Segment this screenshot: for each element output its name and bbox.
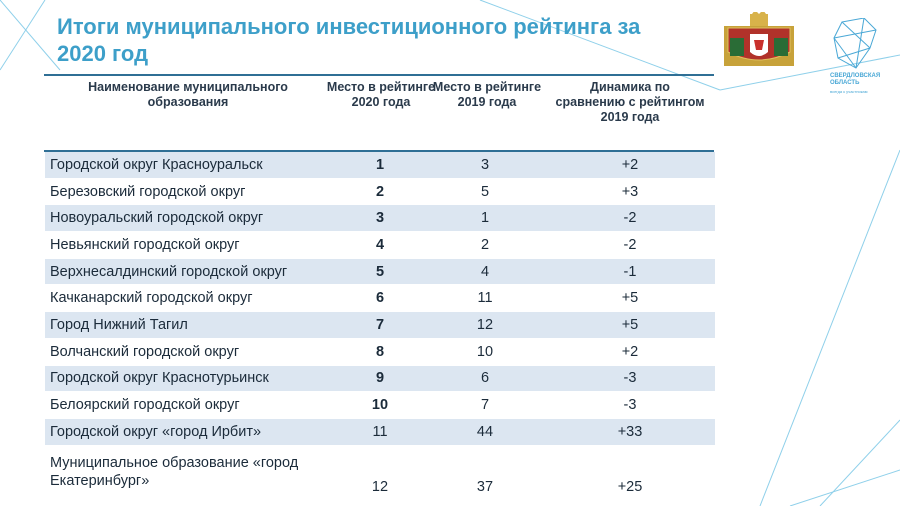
municipality-name: Городской округ Красноуральск [50,156,263,173]
rank-2019: 12 [476,316,494,333]
rank-2020: 2 [375,183,385,200]
region-slogan: всегда к участникам [830,89,868,94]
municipality-name: Невьянский городской округ [50,236,240,253]
rank-2019: 44 [476,423,494,440]
municipality-name: Березовский городской округ [50,183,246,200]
dynamics: -1 [623,263,637,280]
page-title: Итоги муниципального инвестиционного рейтинга за 2020 год [57,14,641,66]
header-rank-2019: Место в рейтинге 2019 года [432,80,542,109]
table-row [45,205,715,232]
rank-2020: 11 [372,423,388,440]
rank-2019: 10 [476,343,494,360]
rank-2019: 3 [480,156,490,173]
dynamics: -2 [623,236,637,253]
rank-2020: 10 [371,397,389,414]
table-row [45,152,715,179]
table-row [45,366,715,393]
municipality-name: Городской округ «город Ирбит» [50,423,262,440]
municipality-name: Верхнесалдинский городской округ [50,263,288,280]
table-row [45,179,715,206]
table-row [45,392,715,419]
dynamics: +33 [617,423,643,440]
rank-2020: 3 [375,210,385,227]
table-row [45,312,715,339]
coat-of-arms-logo [720,12,798,68]
rank-2020: 4 [375,236,385,253]
rank-2020: 1 [375,156,385,173]
rank-2019: 4 [480,263,490,280]
table-row [45,446,715,499]
municipality-name: Качканарский городской округ [50,290,253,307]
rank-2019: 1 [480,210,490,227]
header-name: Наименование муниципального образования [88,80,288,109]
rank-2020: 12 [371,478,389,495]
municipality-name: Белоярский городской округ [50,397,240,414]
rank-2020: 5 [375,263,385,280]
dynamics: +2 [621,343,639,360]
rank-2019: 5 [480,183,490,200]
municipality-name: Городской округ Краснотурьинск [50,370,269,387]
dynamics: +5 [621,316,639,333]
dynamics: -3 [623,370,637,387]
region-logo [826,18,890,98]
rank-2020: 8 [375,343,385,360]
rank-2020: 7 [375,316,385,333]
municipality-name: Муниципальное образование «город Екатеринбург» [50,454,299,489]
rank-2020: 9 [375,370,385,387]
rank-2019: 7 [480,397,490,414]
municipality-name: Город Нижний Тагил [50,316,188,333]
header-dynamics: Динамика по сравнению с рейтингом 2019 года [555,80,705,124]
table-row [45,285,715,312]
dynamics: -3 [623,397,637,414]
crystal-icon [826,18,890,72]
region-name: СВЕРДЛОВСКАЯ ОБЛАСТЬ [830,73,881,86]
dynamics: +2 [621,156,639,173]
table-row [45,419,715,446]
rank-2019: 6 [480,370,490,387]
rating-table [45,152,715,499]
rank-2019: 2 [480,236,490,253]
table-row [45,259,715,286]
dynamics: +25 [617,478,643,495]
rank-2020: 6 [375,290,385,307]
municipality-name: Волчанский городской округ [50,343,240,360]
rank-2019: 37 [476,478,494,495]
header-rule-top [44,74,714,76]
table-row [45,232,715,259]
dynamics: -2 [623,210,637,227]
header-rank-2020: Место в рейтинге 2020 года [326,80,436,109]
table-row [45,339,715,366]
municipality-name: Новоуральский городской округ [50,210,264,227]
rank-2019: 11 [477,290,493,307]
dynamics: +5 [621,290,639,307]
dynamics: +3 [621,183,639,200]
